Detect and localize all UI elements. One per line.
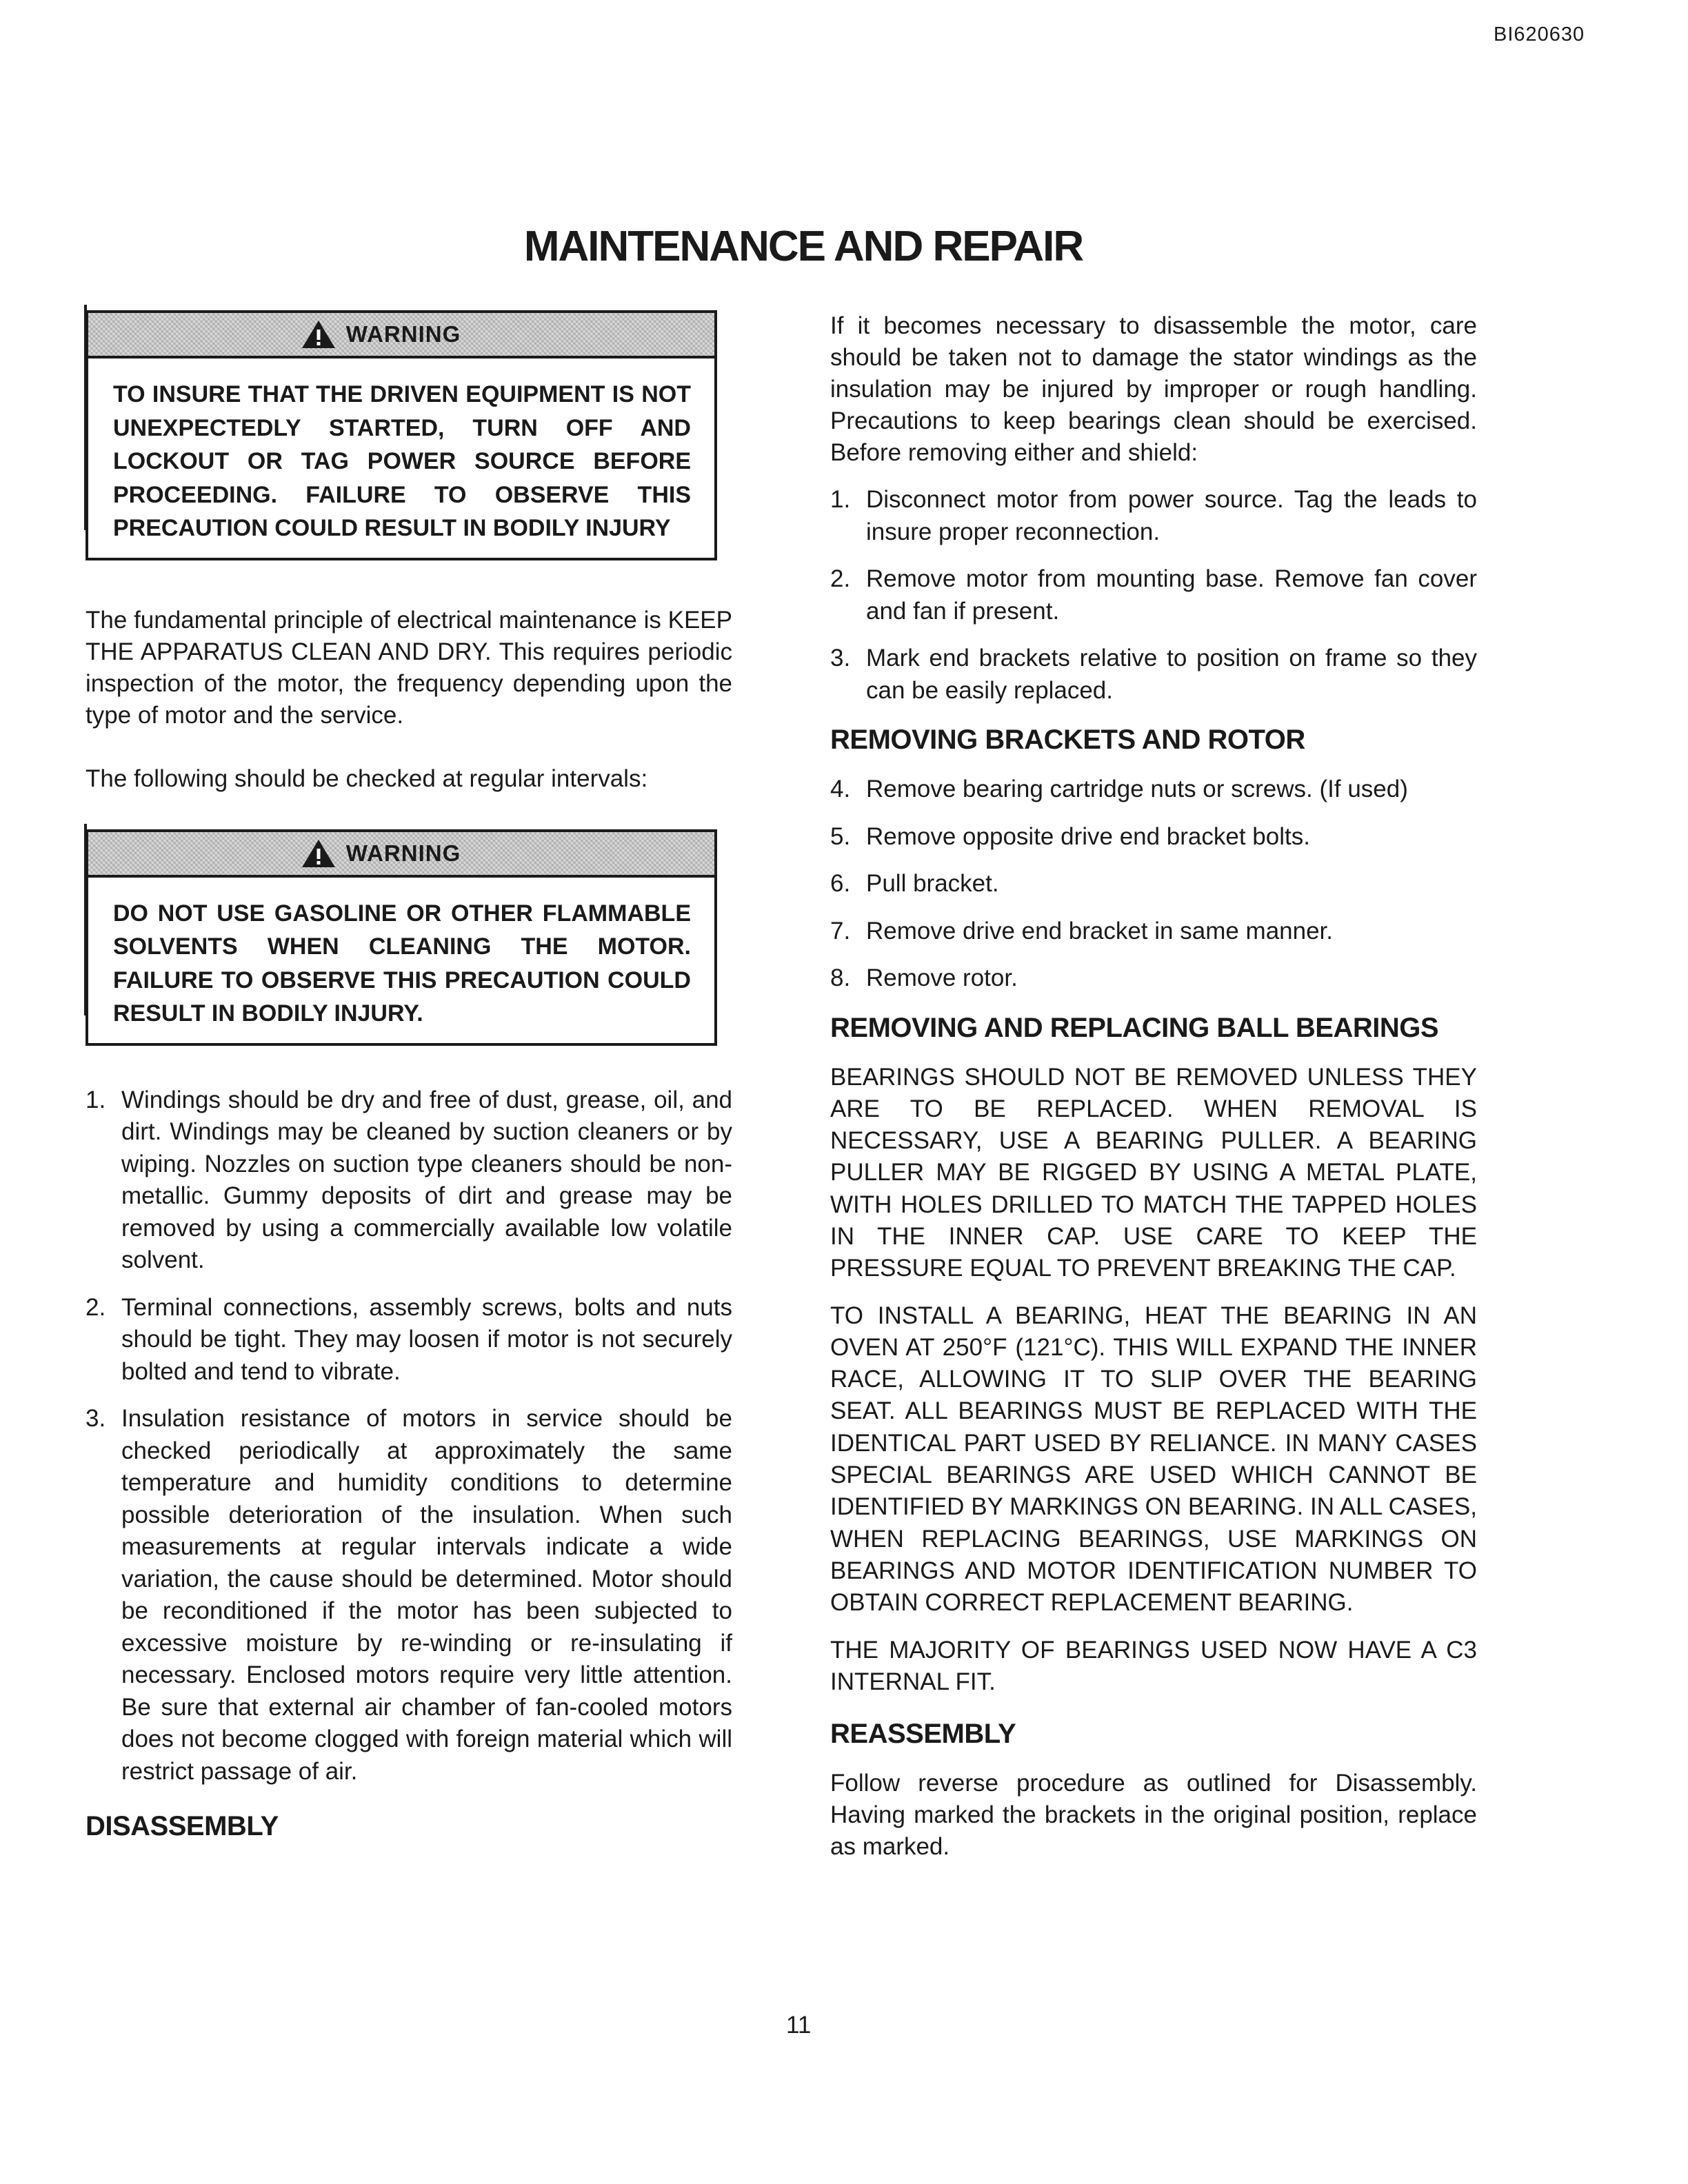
warning-text: DO NOT USE GASOLINE OR OTHER FLAMMABLE SOLVENTS WHEN CLEANING THE MOTOR. FAILURE TO OBSERVE THIS PRECAUTION COULD RESULT IN BODILY INJURY. bbox=[113, 900, 691, 1027]
page-number: 11 bbox=[786, 2012, 812, 2039]
warning-box-solvents bbox=[86, 829, 717, 1046]
list-item bbox=[830, 484, 1477, 548]
warning-text: TO INSURE THAT THE DRIVEN EQUIPMENT IS NOT UNEXPECTEDLY STARTED, TURN OFF AND LOCKOUT OR TAG POWER SOURCE BEFORE PROCEEDING. FAILURE TO OBSERVE THIS PRECAUTION COULD RESULT IN BODILY INJURY bbox=[113, 381, 691, 541]
warning-header bbox=[88, 832, 714, 878]
list-item bbox=[830, 962, 1477, 995]
checks-list bbox=[86, 1084, 732, 1788]
list-text: Remove bearing cartridge nuts or screws. (If used) bbox=[866, 776, 1408, 802]
section-heading-bearings: REMOVING AND REPLACING BALL BEARINGS bbox=[830, 1012, 1439, 1043]
list-number: 1. bbox=[830, 486, 851, 513]
list-item bbox=[86, 1084, 732, 1277]
disassembly-steps bbox=[830, 484, 1477, 707]
page-title: MAINTENANCE AND REPAIR bbox=[523, 223, 1083, 270]
list-item bbox=[86, 1403, 732, 1788]
list-item bbox=[830, 916, 1477, 948]
list-number: 4. bbox=[830, 776, 851, 802]
list-text: Remove drive end bracket in same manner. bbox=[866, 917, 1333, 944]
list-text: Terminal connections, assembly screws, bolts and nuts should be tight. They may loosen if motor is not securely bolted and tend to vibrate. bbox=[121, 1293, 732, 1385]
brackets-steps bbox=[830, 774, 1477, 995]
left-column bbox=[86, 310, 732, 1860]
list-number: 3. bbox=[86, 1405, 106, 1432]
warning-label: WARNING bbox=[345, 321, 461, 347]
bearings-paragraph-2: TO INSTALL A BEARING, HEAT THE BEARING IN AN OVEN AT 250°F (121°C). THIS WILL EXPAND THE INNER RACE, ALLOWING IT TO SLIP OVER THE BEARING SEAT. ALL BEARINGS MUST BE REPLACED WITH THE IDENTICAL PART USED BY RELIANCE. IN MANY CASES SPECIAL BEARINGS ARE USED WHICH CANNOT BE IDENTIFIED BY MARKINGS ON BEARING. IN ALL CASES, WHEN REPLACING BEARINGS, USE MARKINGS ON BEARINGS AND MOTOR IDENTIFICATION NUMBER TO OBTAIN CORRECT REPLACEMENT BEARING. bbox=[830, 1302, 1477, 1617]
checks-intro-paragraph: The following should be checked at regular intervals: bbox=[86, 765, 648, 792]
list-number: 3. bbox=[830, 645, 851, 671]
list-item bbox=[830, 868, 1477, 900]
section-heading-disassembly: DISASSEMBLY bbox=[86, 1811, 279, 1841]
section-heading-reassembly: REASSEMBLY bbox=[830, 1719, 1016, 1750]
list-number: 7. bbox=[830, 917, 851, 944]
list-text: Remove opposite drive end bracket bolts. bbox=[866, 822, 1310, 850]
section-heading-brackets: REMOVING BRACKETS AND ROTOR bbox=[830, 725, 1305, 755]
list-item bbox=[830, 643, 1477, 707]
list-text: Mark end brackets relative to position on frame so they can be easily replaced. bbox=[866, 645, 1477, 704]
list-number: 8. bbox=[830, 964, 851, 991]
warning-label: WARNING bbox=[345, 840, 461, 866]
reassembly-paragraph: Follow reverse procedure as outlined for Disassembly. Having marked the brackets in the original position, replace as marked. bbox=[830, 1770, 1477, 1861]
document-id: BI620630 bbox=[1494, 23, 1585, 46]
warning-header bbox=[88, 313, 714, 358]
warning-triangle-icon bbox=[301, 838, 336, 869]
list-text: Insulation resistance of motors in service should be checked periodically at approximately the same temperature and humidity conditions to determine possible deterioration of the insulation. When such measurements at regular intervals indicate a wide variation, the cause should be determined. Motor should be reconditioned if the motor has been subjected to excessive moisture by re-winding or re-insulating if necessary. Enclosed motors require very little attention. Be sure that external air chamber of fan-cooled motors does not become clogged with foreign material which will restrict passage of air. bbox=[121, 1405, 732, 1785]
warning-triangle-icon bbox=[301, 319, 336, 350]
intro-paragraph: The fundamental principle of electrical maintenance is KEEP THE APPARATUS CLEAN AND DRY. This requires periodic inspection of the motor, the frequency depending upon the type of motor and the service. bbox=[86, 606, 732, 729]
list-text: Pull bracket. bbox=[866, 870, 999, 897]
bearings-paragraph-1: BEARINGS SHOULD NOT BE REMOVED UNLESS THEY ARE TO BE REPLACED. WHEN REMOVAL IS NECESSARY, USE A BEARING PULLER. A BEARING PULLER MAY BE RIGGED BY USING A METAL PLATE, WITH HOLES DRILLED TO MATCH THE TAPPED HOLES IN THE INNER CAP. USE CARE TO KEEP THE PRESSURE EQUAL TO PREVENT BREAKING THE CAP. bbox=[830, 1063, 1477, 1282]
list-number: 5. bbox=[830, 822, 851, 850]
bearings-paragraph-3: THE MAJORITY OF BEARINGS USED NOW HAVE A C3 INTERNAL FIT. bbox=[830, 1636, 1477, 1695]
list-item bbox=[86, 1292, 732, 1388]
right-column bbox=[830, 310, 1477, 1894]
list-number: 2. bbox=[830, 565, 851, 592]
list-item bbox=[830, 821, 1477, 853]
list-item bbox=[830, 563, 1477, 627]
list-item bbox=[830, 774, 1477, 806]
list-number: 2. bbox=[86, 1293, 106, 1321]
disassembly-intro: If it becomes necessary to disassemble the motor, care should be taken not to damage the stator windings as the insulation may be injured by improper or rough handling. Precautions to keep bearings clean should be exercised. Before removing either and shield: bbox=[830, 312, 1477, 466]
list-text: Windings should be dry and free of dust, grease, oil, and dirt. Windings may be cleaned by suction cleaners or by wiping. Nozzles on suction type cleaners should be non-metallic. Gummy deposits of dirt and grease may be removed by using a commercially available low volatile solvent. bbox=[121, 1086, 732, 1273]
list-text: Remove motor from mounting base. Remove fan cover and fan if present. bbox=[866, 565, 1477, 625]
list-text: Disconnect motor from power source. Tag the leads to insure proper reconnection. bbox=[866, 486, 1477, 545]
list-number: 6. bbox=[830, 870, 851, 897]
warning-box-lockout bbox=[86, 310, 717, 560]
list-number: 1. bbox=[86, 1086, 106, 1113]
list-text: Remove rotor. bbox=[866, 964, 1018, 991]
